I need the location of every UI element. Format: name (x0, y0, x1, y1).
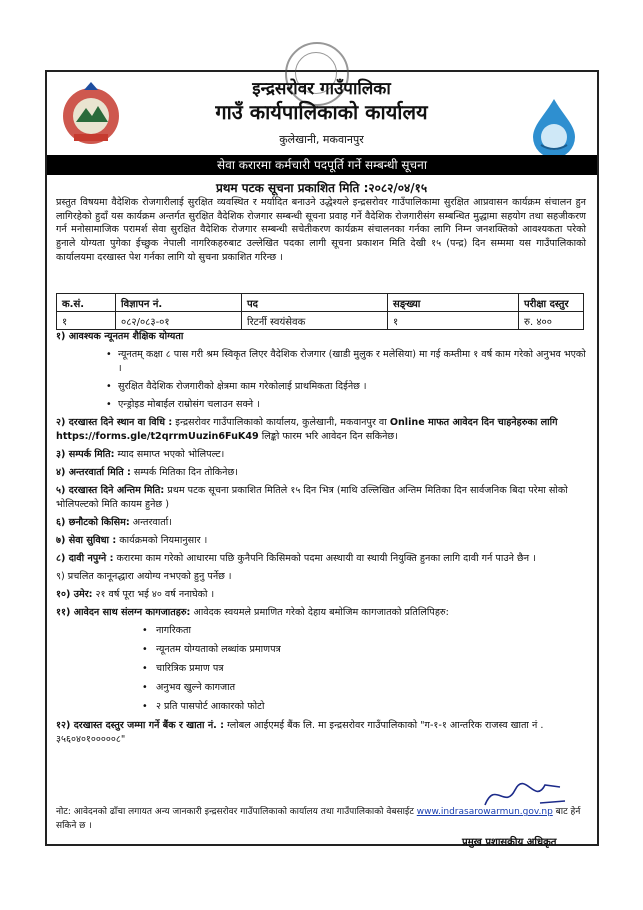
website-link[interactable]: www.indrasarowarmun.gov.np (416, 807, 553, 817)
publication-date: प्रथम पटक सूचना प्रकाशित मिति :२०८२/०४/१५ (215, 181, 428, 195)
col-ad-no: विज्ञापन नं. (116, 294, 242, 312)
vacancy-table (56, 293, 584, 330)
item-text: ग्लोबल आईएमई बैंक लि. मा इन्द्रसरोवर गाउँपालिकाको "ग-१-१ आन्तरिक राजस्व खाता नं . ३५६०४०१०००००८" (56, 720, 544, 745)
signatory-title: प्रमुख प्रशासकीय अधिकृत (462, 837, 557, 848)
item-selection-type (56, 516, 590, 530)
item-label: १) आवश्यक न्यूनतम शैक्षिक योग्यता (56, 331, 184, 342)
col-sn: क.सं. (57, 294, 116, 312)
item-text: अन्तरवार्ता। (132, 517, 172, 528)
cell-post: रिटर्नी स्वयंसेवक (242, 312, 388, 330)
form-link[interactable]: https://forms.gle/t2qrrmUuzin6FuK49 (56, 431, 259, 442)
list-item: • न्यूनतम योग्यताको लब्धांक प्रमाणपत्र (156, 643, 590, 657)
item-label: ३) सम्पर्क मिति: (56, 449, 115, 460)
note-text: नोट: आवेदनको ढाँचा लगायत अन्य जानकारी इन्द्रसरोवर गाउँपालिकाको कार्यालय तथा गाउँपालिकाको वेबसाईट (56, 807, 414, 817)
item-text: म्याद समाप्त भएको भोलिपल्ट। (117, 449, 225, 460)
list-item: • नागरिकता (156, 624, 590, 638)
col-post: पद (242, 294, 388, 312)
item-qualification (56, 330, 590, 344)
item-label: ११) आवेदन साथ संलग्न कागजातहरु: (56, 607, 191, 618)
item-application-method (56, 416, 590, 444)
office-address: कुलेखानी, मकवानपुर (279, 133, 364, 146)
item-label: ४) अन्तरवार्ता मिति : (56, 467, 131, 478)
list-item: • सुरक्षित वैदेशिक रोजगारीको क्षेत्रमा काम गरेकोलाई प्राथमिकता दिईनेछ । (118, 380, 590, 394)
cell-ad-no: ०८२/०८३-०१ (116, 312, 242, 330)
list-item: • अनुभव खुल्ने कागजात (156, 681, 590, 695)
list-item: • २ प्रति पासपोर्ट आकारको फोटो (156, 700, 590, 714)
office-name: गाउँ कार्यपालिकाको कार्यालय (215, 100, 428, 124)
cell-fee: रु. ४०० (519, 312, 584, 330)
item-label: १०) उमेर: (56, 589, 93, 600)
notice-title-banner: सेवा करारमा कर्मचारी पदपूर्ति गर्ने सम्बन्धी सूचना (47, 155, 597, 175)
notice-body (56, 330, 590, 751)
item-label: ५) दरखास्त दिने अन्तिम मिति: (56, 485, 165, 496)
item-label: ७) सेवा सुविधा : (56, 535, 117, 546)
item-label: ६) छनौटको किसिम: (56, 517, 130, 528)
table-header-row (57, 294, 584, 312)
footer-note (56, 805, 596, 833)
item-text: लिङ्को फारम भरि आवेदन दिन सकिनेछ। (261, 431, 398, 442)
list-item: • एन्ड्रोइड मोबाईल राम्रोसंग चलाउन सक्ने । (118, 398, 590, 412)
item-deadline (56, 484, 590, 512)
cell-count: १ (388, 312, 519, 330)
municipality-name: इन्द्रसरोवर गाउँपालिका (252, 79, 391, 99)
item-online-label: Online माफत आवेदन दिन चाहनेहरुका लागि (389, 417, 558, 428)
item-eligibility: ९) प्रचलित कानूनद्धारा अयोग्य नभएको हुनु पर्नेछ । (56, 571, 232, 582)
col-fee: परीक्षा दस्तुर (519, 294, 584, 312)
item-text: कार्यक्रमको नियमानुसार । (119, 535, 208, 546)
item-contact-date (56, 448, 590, 462)
item-text: २१ वर्ष पूरा भई ४० वर्ष ननाघेको । (95, 589, 215, 600)
item-text: इन्द्रसरोवर गाउँपालिकाको कार्यालय, कुलेखानी, मकवानपुर वा (175, 417, 387, 428)
item-label: १२) दरखास्त दस्तुर जम्मा गर्ने बैंक र खाता नं. : (56, 720, 224, 731)
item-age (56, 588, 590, 602)
item-service-benefit (56, 534, 590, 548)
table-row (57, 312, 584, 330)
item-documents (56, 606, 590, 620)
list-item: • चारित्रिक प्रमाण पत्र (156, 662, 590, 676)
item-text: करारमा काम गरेको आधारमा पछि कुनैपनि किसिमको पदमा अस्थायी वा स्थायी नियुक्ति हुनका लागि दावी गर्न पाउने छैन । (116, 553, 536, 564)
cell-sn: १ (57, 312, 116, 330)
item-label: ८) दावी नपुग्ने : (56, 553, 114, 564)
item-text: आवेदक स्वयमले प्रमाणित गरेको देहाय बमोजिम कागजातको प्रतिलिपिहरु: (193, 607, 449, 618)
item-no-claim (56, 552, 590, 566)
item-text: सम्पर्क मितिका दिन तोकिनेछ। (133, 467, 238, 478)
intro-paragraph: प्रस्तुत विषयमा वैदेशिक रोजगारीलाई सुरक्षित व्यवस्थित र मर्यादित बनाउने उद्धेश्यले इन्द्रसरोवर गाउँपालिकामा सुरक्षित आप्रवासन कार्यक्रम संचालन हुन लागिरहेको हुदाँ यस कार्यक्रम अन्तर्गत सुरक्षित वैदेशिक रोजगार सम्बन्धी सूचना प्रवाह गर्ने वैदेशिक रोजगारीसंग सम्बन्धित मुद्धामा सहयोग तथा सहजीकरण गर्न मनोसामाजिक परामर्श सेवा सुरक्षित वैदेशिक रोजगार सम्बन्धी सचेतीकरण कार्यक्रम संचालनका गर्नका लागि निम्न जनशक्तिको आवश्यकता परेको हुनाले योग्यता पुगेका ईच्छुक नेपाली नागरिकहरुबाट उल्लेखित पदका लागी सूचना प्रकाशन मिति देखी १५ (पन्द्र) दिन सम्ममा यस गाउँपालिकाको कार्यालयमा दरखास्त पेश गर्नका लागि यो सुचना प्रकाशित गरिन्छ । (56, 197, 586, 263)
note-tail: बाट हेर्न सकिने छ । (56, 807, 581, 831)
item-interview-date (56, 466, 590, 480)
col-count: सङ्ख्या (388, 294, 519, 312)
item-text: प्रथम पटक सूचना प्रकाशित मितिले १५ दिन भित्र (माथि उल्लिखित अन्तिम मितिका दिन सार्वजनिक बिदा परेमा सोको भोलिपल्टको मिति कायम हुनेछ ) (56, 485, 568, 510)
item-label: २) दरखास्त दिने स्थान वा विधि : (56, 417, 173, 428)
list-item: • न्यूनतम् कक्षा ८ पास गरी श्रम स्विकृत लिएर वैदेशिक रोजगार (खाडी मुलुक र मलेसिया) मा गई कम्तीमा १ वर्ष काम गरेको अनुभव भएको । (118, 348, 590, 376)
item-fee-bank (56, 719, 590, 747)
